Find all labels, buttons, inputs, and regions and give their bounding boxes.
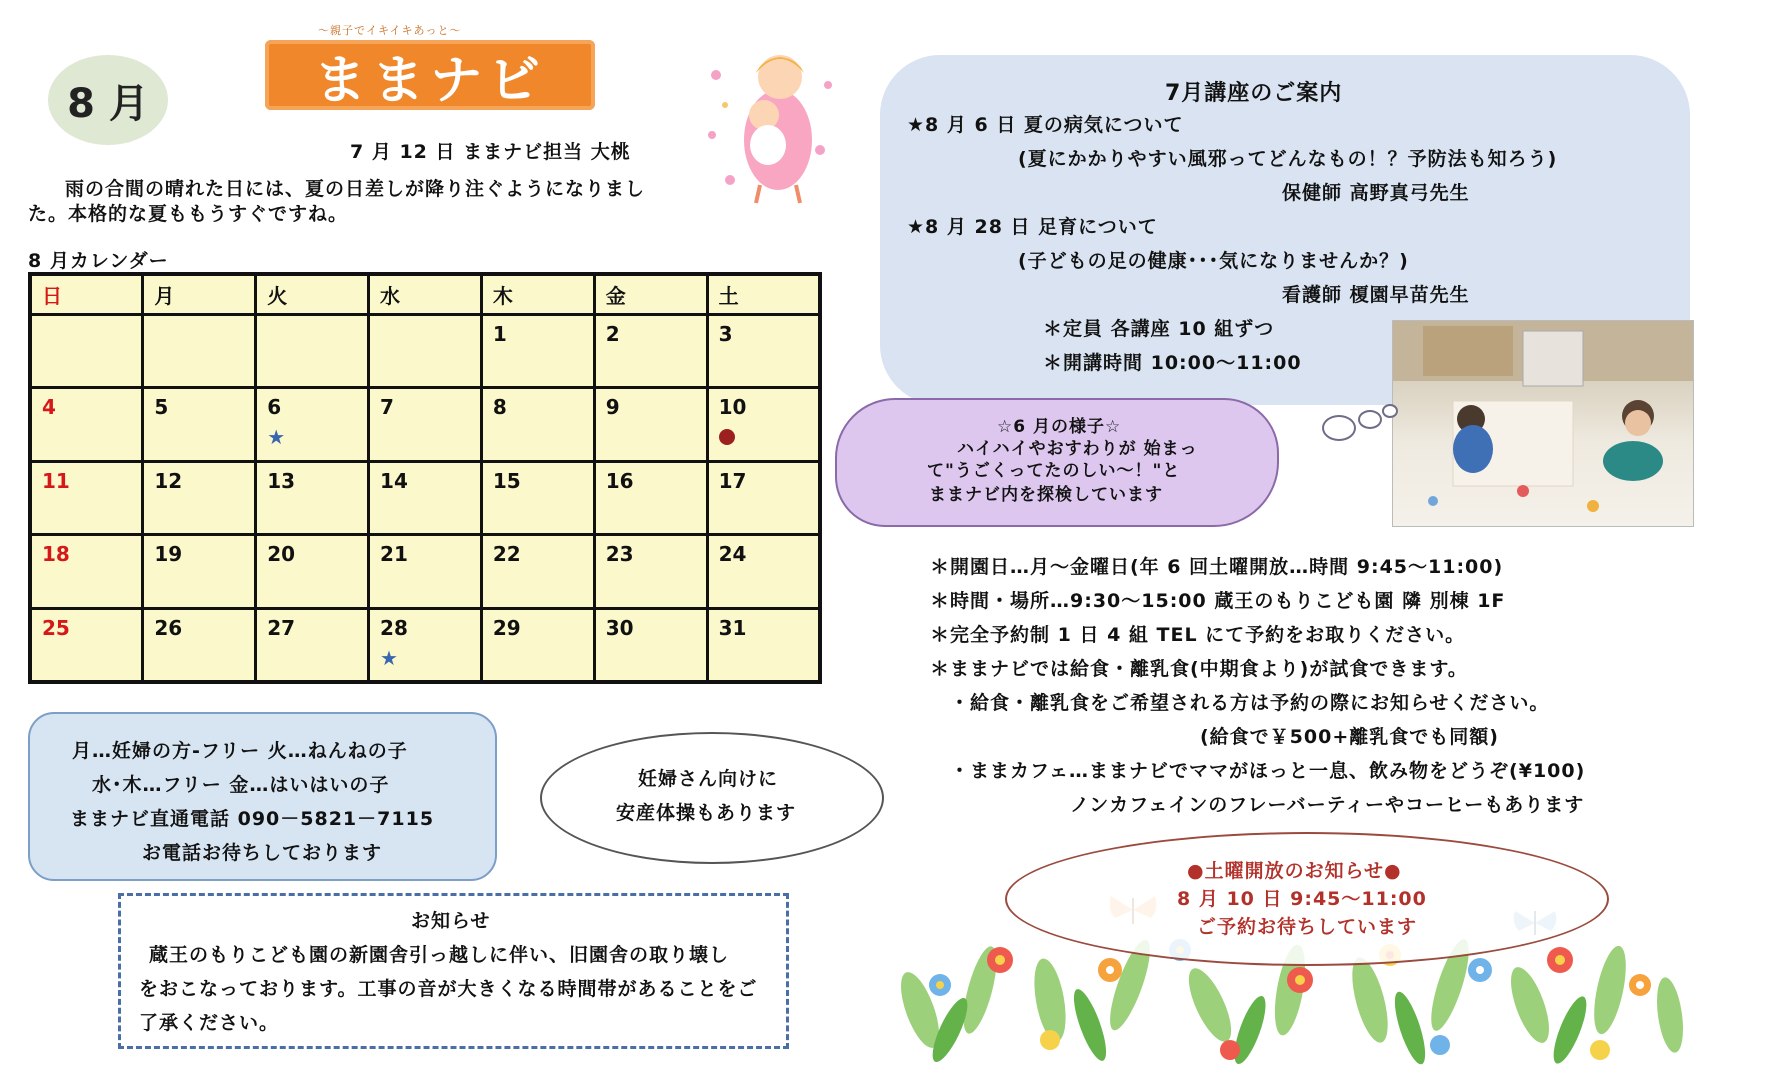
intro-text-1: 雨の合間の晴れた日には、夏の日差しが降り注ぐようになりまし (65, 178, 646, 200)
calendar-day-number: 13 (267, 468, 296, 493)
calendar-week-row (30, 535, 820, 608)
calendar-day-cell (369, 535, 482, 608)
calendar-day-number: 26 (154, 615, 183, 640)
calendar-day-cell (256, 388, 369, 461)
calendar-day-cell (707, 315, 820, 388)
calendar-week-row (30, 608, 820, 682)
saturday-title: ●土曜開放のお知らせ● (1187, 860, 1402, 882)
calendar-day-number: 6 (267, 395, 282, 420)
calendar-day-cell (707, 535, 820, 608)
weekday-header: 金 (594, 274, 707, 315)
calendar-day-cell (481, 461, 594, 534)
logo-tagline: ～親子でイキイキあっと～ (318, 24, 462, 37)
calendar-day-cell (30, 608, 143, 682)
calendar-day-number: 10 (718, 395, 747, 420)
mother-child-illustration (700, 45, 840, 205)
detail-meal-tasting: ＊ままナビでは給食・離乳食(中期食より)が試食できます。 (930, 658, 1468, 680)
thought-bubble-dot-medium (1358, 410, 1382, 429)
calendar-day-number: 16 (605, 468, 634, 493)
weekday-header: 日 (30, 274, 143, 315)
weekday-header: 木 (481, 274, 594, 315)
calendar-day-cell (369, 315, 482, 388)
june-cloud-line-4: ままナビ内を探検しています (929, 485, 1163, 505)
notice-box (118, 893, 789, 1049)
pregnant-exercise-oval (540, 732, 884, 864)
august-calendar (28, 272, 822, 684)
calendar-day-cell (594, 461, 707, 534)
notice-line-3: 了承ください。 (139, 1012, 280, 1034)
calendar-weekday-row (30, 274, 820, 315)
calendar-day-number: 21 (380, 542, 408, 567)
calendar-day-number: 25 (42, 615, 70, 640)
calendar-day-cell (30, 388, 143, 461)
info-line-phone: ままナビ直通電話 090－5821－7115 (70, 808, 435, 830)
june-report-cloud (835, 398, 1279, 527)
detail-reservation: ＊完全予約制 1 日 4 組 TEL にて予約をお取りください。 (930, 624, 1466, 646)
june-cloud-line-3: て"うごくってたのしい～！"と (927, 461, 1181, 481)
calendar-day-number: 23 (605, 542, 634, 567)
info-box (28, 712, 497, 881)
info-line-schedule-2: 水･木…フリー 金…はいはいの子 (92, 774, 390, 796)
calendar-day-cell (707, 608, 820, 682)
detail-mama-cafe: ・ままカフェ…ままナビでママがほっと一息、飲み物をどうぞ(¥100) (950, 760, 1586, 782)
pregnant-line-1: 妊婦さん向けに (638, 768, 779, 790)
intro-text-2: た。本格的な夏ももうすぐですね。 (28, 203, 349, 225)
calendar-day-cell (481, 315, 594, 388)
lecture-star-icon: ★ (380, 645, 398, 670)
calendar-day-cell (369, 388, 482, 461)
calendar-day-number: 24 (718, 542, 747, 567)
lecture-1-title: ★8 月 6 日 夏の病気について (907, 114, 1184, 136)
calendar-day-cell (594, 535, 707, 608)
calendar-title: 8 月カレンダー (28, 250, 169, 272)
calendar-day-cell (481, 608, 594, 682)
thought-bubble-dot-large (1322, 415, 1356, 441)
calendar-day-cell (481, 535, 594, 608)
saturday-date: 8 月 10 日 9:45～11:00 (1177, 888, 1427, 910)
calendar-day-cell (143, 315, 256, 388)
detail-meal-request: ・給食・離乳食をご希望される方は予約の際にお知らせください。 (950, 692, 1550, 714)
calendar-week-row (30, 315, 820, 388)
lecture-2-title: ★8 月 28 日 足育について (907, 216, 1158, 238)
info-line-call: お電話お待ちしております (142, 842, 383, 864)
calendar-day-number: 29 (492, 615, 521, 640)
calendar-day-cell (594, 315, 707, 388)
calendar-day-number: 28 (380, 615, 408, 640)
calendar-day-number: 22 (492, 542, 521, 567)
babies-photo (1392, 320, 1694, 527)
calendar-day-cell (143, 388, 256, 461)
june-cloud-line-1: ☆6 月の様子☆ (997, 417, 1122, 437)
calendar-day-cell (256, 608, 369, 682)
lecture-title: 7月講座のご案内 (1165, 81, 1343, 106)
detail-open-days: ＊開園日…月～金曜日(年 6 回土曜開放…時間 9:45～11:00) (930, 556, 1504, 578)
calendar-day-cell (30, 535, 143, 608)
weekday-header: 月 (143, 274, 256, 315)
calendar-day-number: 19 (154, 542, 183, 567)
calendar-day-number: 27 (267, 615, 296, 640)
calendar-day-number: 8 (492, 395, 507, 420)
saturday-reserve: ご予約お待ちしています (1197, 916, 1418, 938)
calendar-day-cell (594, 388, 707, 461)
notice-line-2: をおこなっております。工事の音が大きくなる時間帯があることをご (139, 978, 758, 1000)
lecture-2-speaker: 看護師 榎園早苗先生 (1282, 284, 1470, 306)
weekday-header: 土 (707, 274, 820, 315)
info-line-schedule-1: 月…妊婦の方-フリー 火…ねんねの子 (72, 740, 408, 762)
lecture-star-icon: ★ (267, 425, 286, 450)
calendar-day-cell (707, 388, 820, 461)
lecture-2-subtitle: (子どもの足の健康･･･気になりませんか？) (1018, 250, 1409, 272)
calendar-day-number: 5 (154, 395, 169, 420)
pregnant-line-2: 安産体操もあります (616, 802, 797, 824)
calendar-day-cell (369, 461, 482, 534)
calendar-week-row (30, 388, 820, 461)
calendar-day-number: 14 (380, 468, 408, 493)
calendar-day-cell (256, 315, 369, 388)
babies-photo-illustration (1393, 321, 1693, 526)
calendar-day-number: 12 (154, 468, 183, 493)
calendar-day-number: 31 (718, 615, 747, 640)
calendar-day-cell (594, 608, 707, 682)
detail-time-place: ＊時間・場所…9:30～15:00 蔵王のもりこども園 隣 別棟 1F (930, 590, 1506, 612)
calendar-day-cell (30, 315, 143, 388)
calendar-day-number: 20 (267, 542, 296, 567)
calendar-day-number: 17 (718, 468, 747, 493)
calendar-day-number: 2 (605, 322, 620, 346)
mamanavi-logo: ままナビ (265, 40, 595, 110)
calendar-day-cell (256, 535, 369, 608)
calendar-day-cell (481, 388, 594, 461)
calendar-day-cell (256, 461, 369, 534)
notice-line-1: 蔵王のもりこども園の新園舎引っ越しに伴い、旧園舎の取り壊し (129, 944, 730, 966)
notice-title: お知らせ (411, 910, 491, 932)
calendar-week-row (30, 461, 820, 534)
detail-cafe-drinks: ノンカフェインのフレーバーティーやコーヒーもあります (1070, 794, 1585, 816)
calendar-day-number: 1 (492, 322, 507, 346)
june-cloud-line-2: ハイハイやおすわりが 始まっ (957, 439, 1198, 459)
calendar-day-cell (143, 608, 256, 682)
calendar-day-number: 4 (42, 395, 56, 420)
weekday-header: 火 (256, 274, 369, 315)
saturday-open-dot-icon (719, 429, 735, 445)
calendar-day-cell (30, 461, 143, 534)
lecture-capacity: ＊定員 各講座 10 組ずつ (1043, 318, 1275, 340)
month-badge: 8 月 (48, 55, 168, 145)
weekday-header: 水 (369, 274, 482, 315)
calendar-day-number: 3 (718, 322, 733, 346)
calendar-day-number: 15 (492, 468, 521, 493)
date-line: 7 月 12 日 ままナビ担当 大桃 (350, 141, 631, 163)
calendar-day-cell (369, 608, 482, 682)
thought-bubble-dot-small (1382, 404, 1398, 418)
calendar-day-number: 7 (380, 395, 394, 420)
calendar-day-number: 30 (605, 615, 634, 640)
calendar-day-cell (143, 535, 256, 608)
lecture-hours: ＊開講時間 10:00～11:00 (1043, 352, 1302, 374)
calendar-day-number: 18 (42, 542, 70, 567)
calendar-day-cell (707, 461, 820, 534)
calendar-day-cell (143, 461, 256, 534)
saturday-open-oval (1005, 832, 1609, 966)
lecture-1-speaker: 保健師 高野真弓先生 (1282, 182, 1470, 204)
calendar-day-number: 11 (42, 468, 70, 493)
calendar-day-number: 9 (605, 395, 620, 420)
detail-meal-price: (給食で￥500+離乳食でも同額) (1200, 726, 1499, 748)
lecture-1-subtitle: (夏にかかりやすい風邪ってどんなもの！？予防法も知ろう) (1018, 148, 1558, 170)
